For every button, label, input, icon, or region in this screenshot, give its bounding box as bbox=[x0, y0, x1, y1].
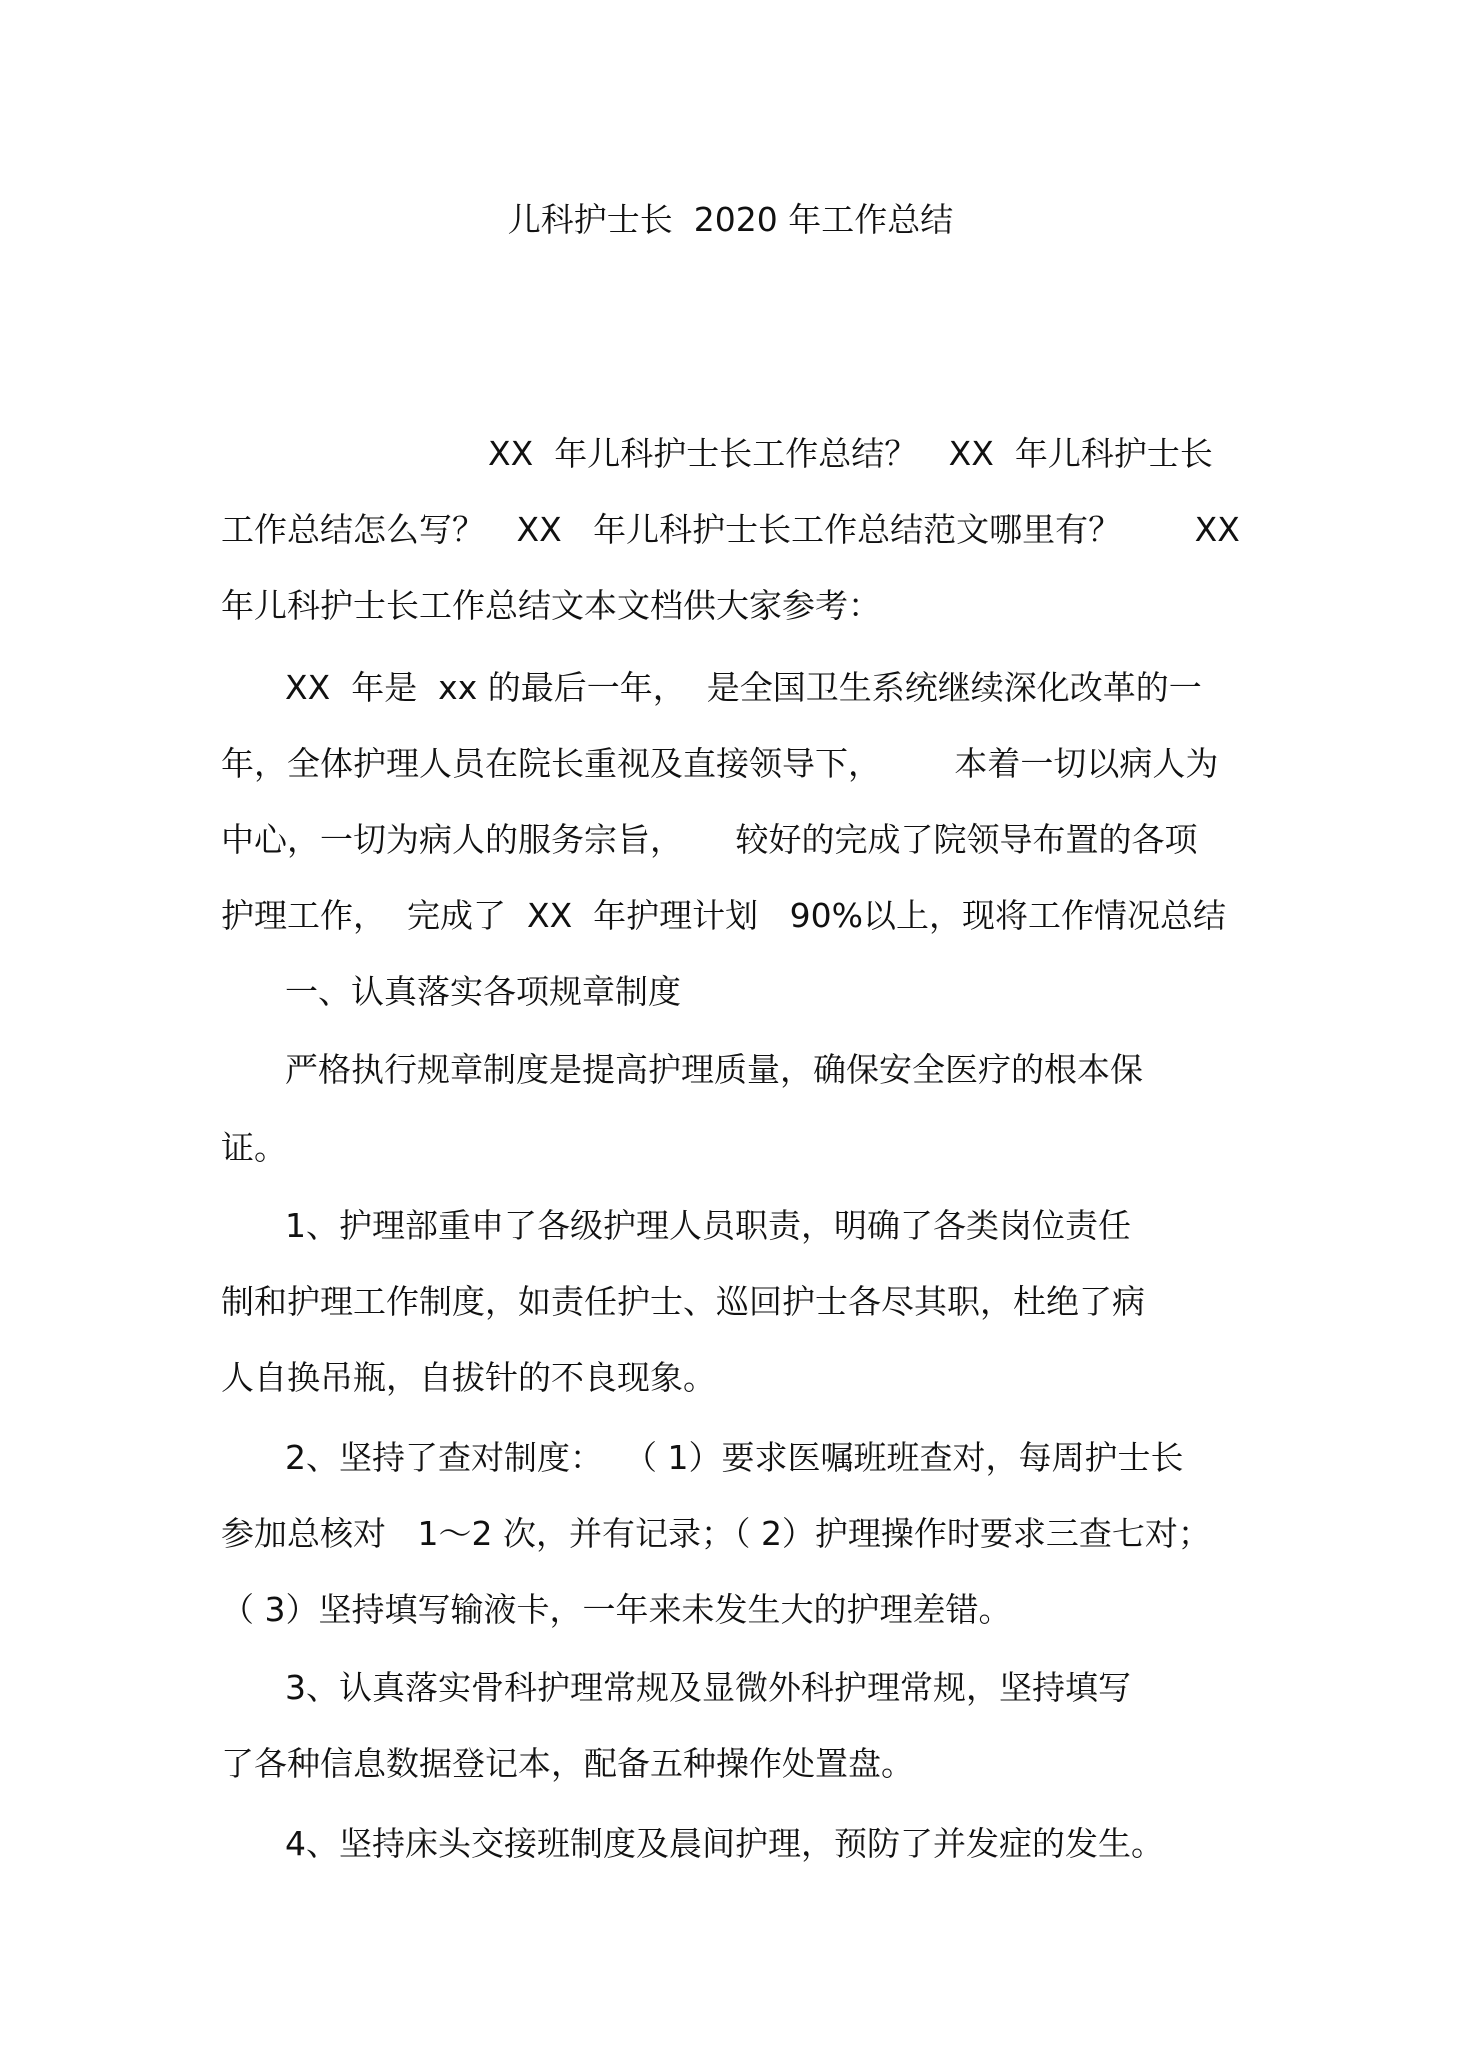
paragraph-line: XX 年儿科护士长工作总结？ XX 年儿科护士长 bbox=[488, 434, 1213, 473]
section-heading: 一、认真落实各项规章制度 bbox=[285, 972, 681, 1011]
paragraph-line: 证。 bbox=[221, 1128, 287, 1167]
paragraph-line: 年儿科护士长工作总结文本文档供大家参考： bbox=[221, 586, 881, 625]
paragraph-line: 严格执行规章制度是提高护理质量，确保安全医疗的根本保 bbox=[285, 1050, 1143, 1089]
paragraph-line: 中心，一切为病人的服务宗旨， 较好的完成了院领导布置的各项 bbox=[221, 820, 1198, 859]
list-item-line: 制和护理工作制度，如责任护士、巡回护士各尽其职，杜绝了病 bbox=[221, 1282, 1145, 1321]
list-item-line: 人自换吊瓶，自拔针的不良现象。 bbox=[221, 1358, 716, 1397]
list-item-line: 参加总核对 1～2 次，并有记录；（ 2）护理操作时要求三查七对； bbox=[221, 1514, 1211, 1553]
list-item-line: 了各种信息数据登记本，配备五种操作处置盘。 bbox=[221, 1744, 914, 1783]
paragraph-line: 工作总结怎么写？ XX 年儿科护士长工作总结范文哪里有？ XX bbox=[221, 510, 1240, 549]
list-item-line: 4、坚持床头交接班制度及晨间护理，预防了并发症的发生。 bbox=[285, 1824, 1164, 1863]
paragraph-line: XX 年是 xx 的最后一年， 是全国卫生系统继续深化改革的一 bbox=[285, 668, 1202, 707]
list-item-line: 3、认真落实骨科护理常规及显微外科护理常规，坚持填写 bbox=[285, 1668, 1131, 1707]
document-title: 儿科护士长 2020 年工作总结 bbox=[507, 200, 954, 239]
list-item-line: 2、坚持了查对制度： （ 1）要求医嘱班班查对，每周护士长 bbox=[285, 1438, 1184, 1477]
list-item-line: 1、护理部重申了各级护理人员职责，明确了各类岗位责任 bbox=[285, 1206, 1131, 1245]
list-item-line: （ 3）坚持填写输液卡，一年来未发生大的护理差错。 bbox=[221, 1590, 1012, 1629]
paragraph-line: 护理工作， 完成了 XX 年护理计划 90%以上，现将工作情况总结 bbox=[221, 896, 1226, 935]
paragraph-line: 年，全体护理人员在院长重视及直接领导下， 本着一切以病人为 bbox=[221, 744, 1219, 783]
